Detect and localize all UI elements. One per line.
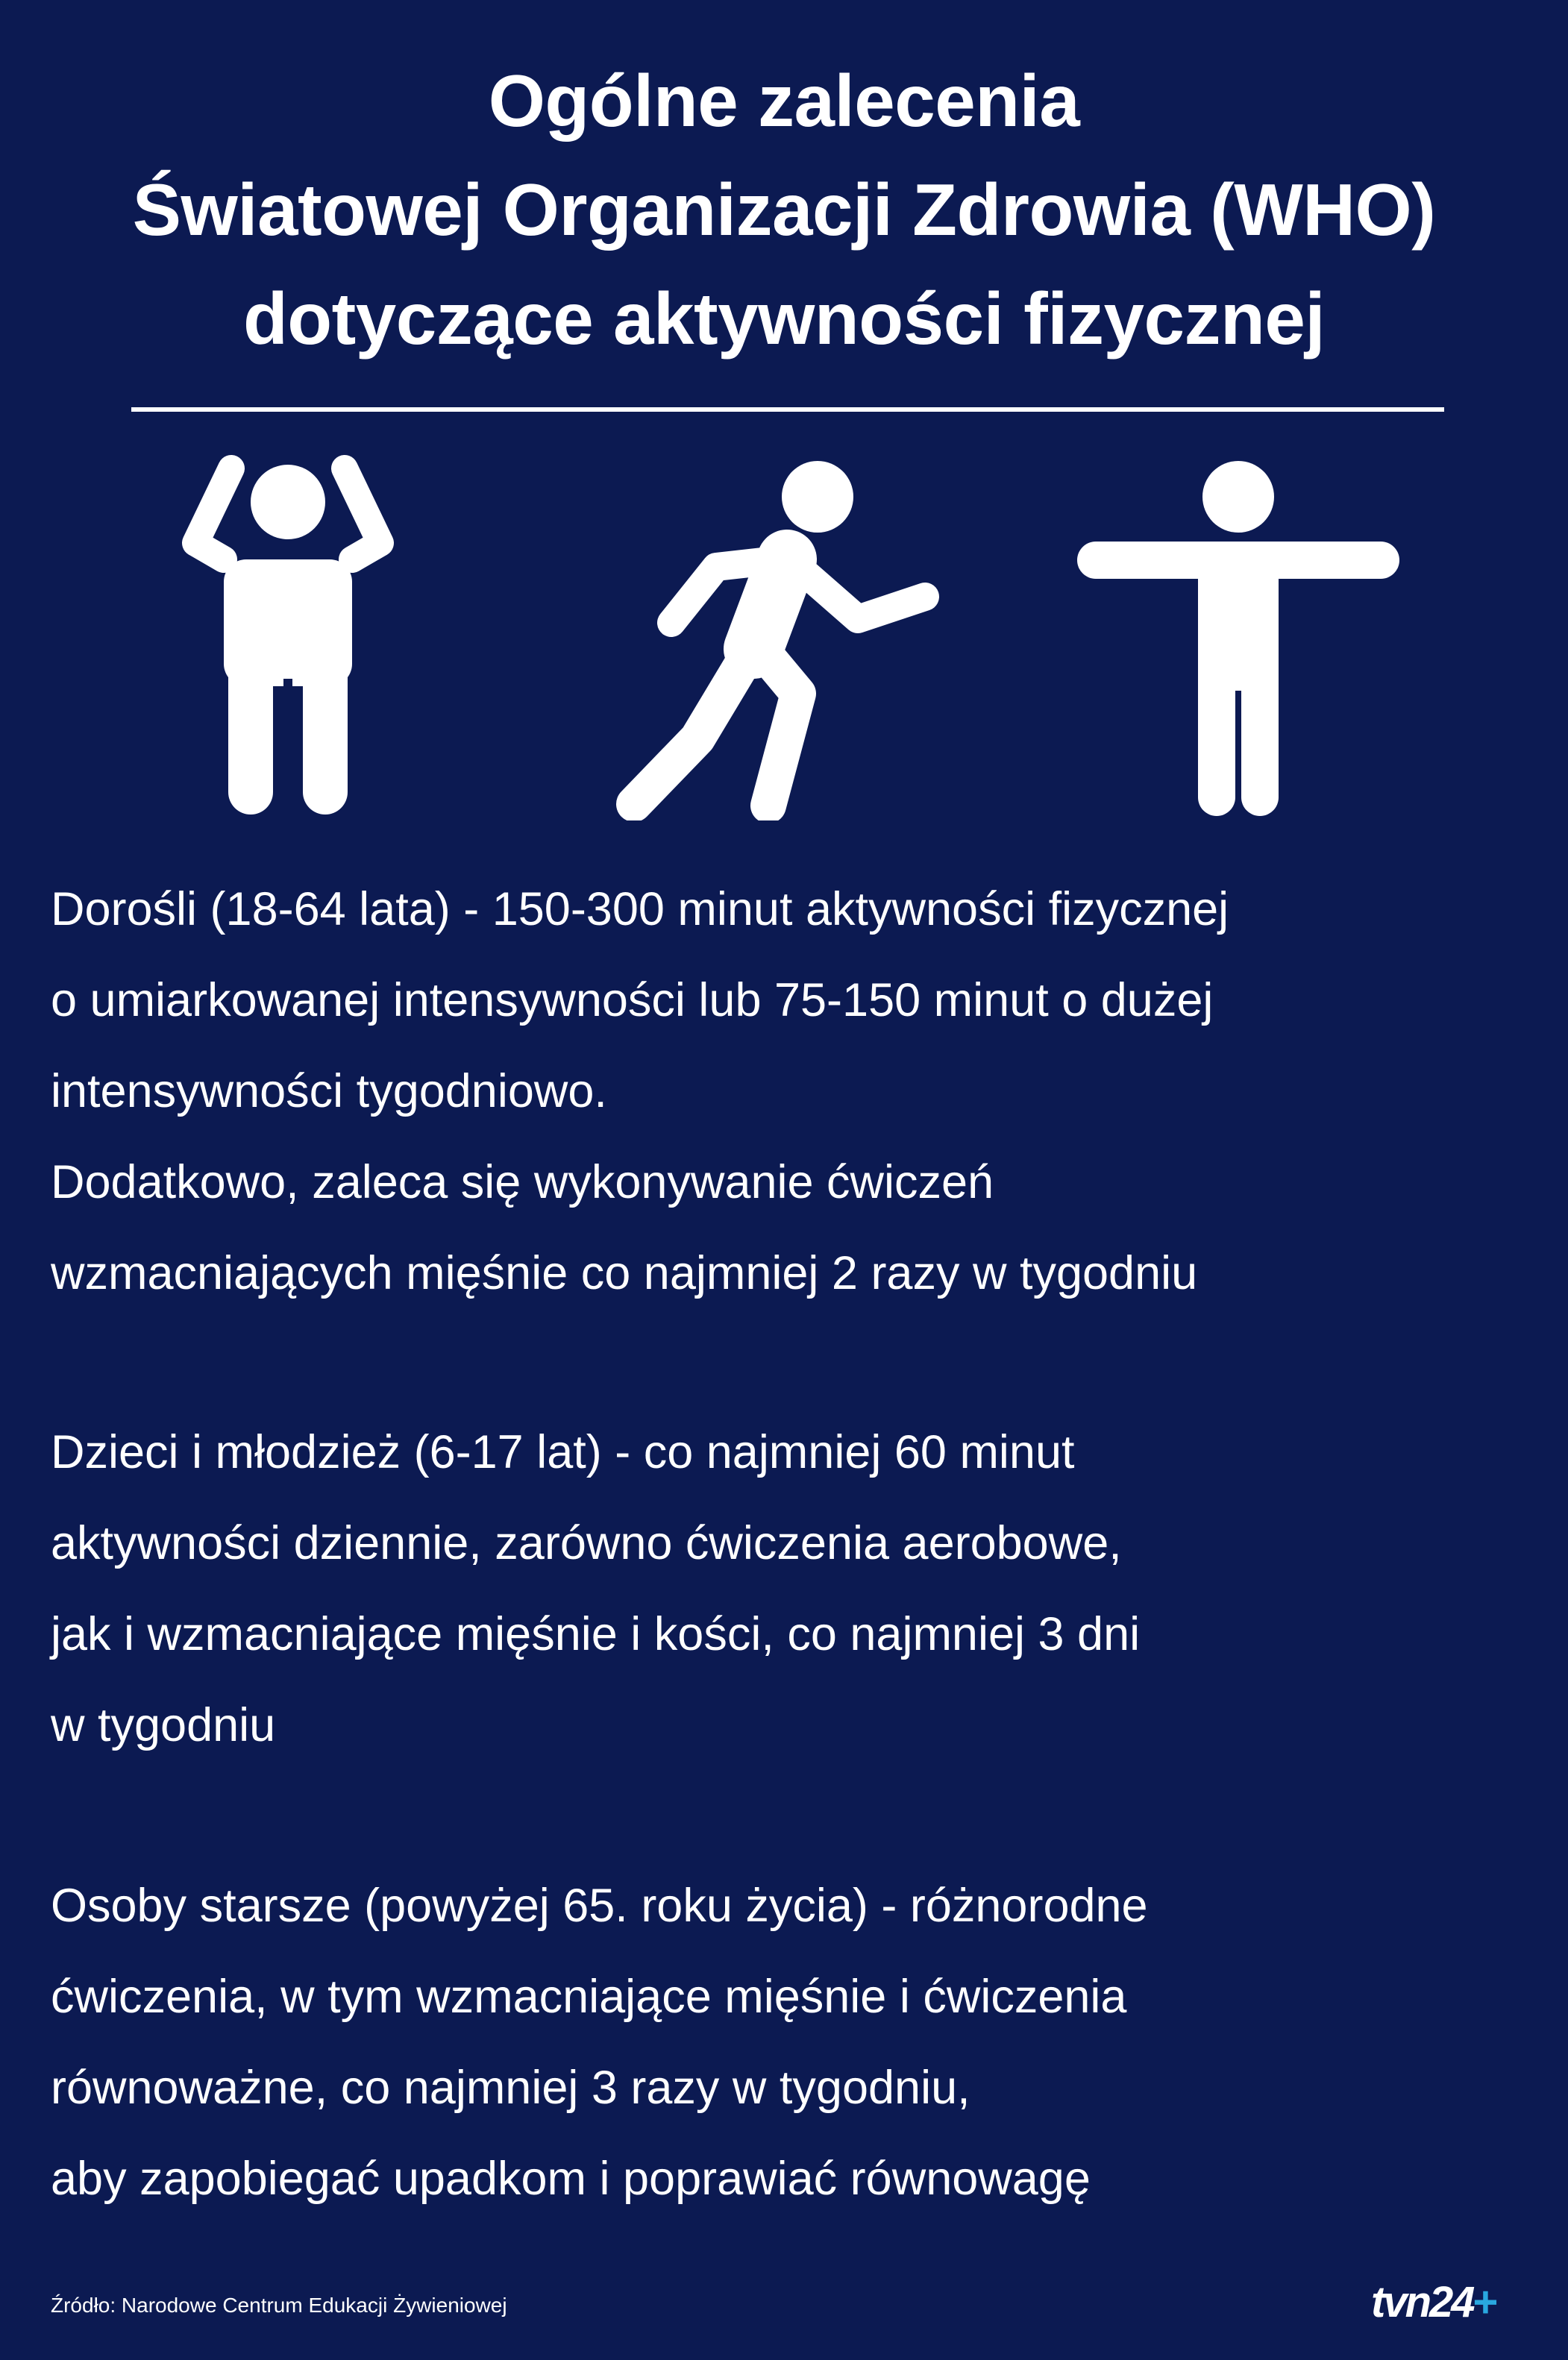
logo-plus: + xyxy=(1473,2278,1496,2326)
adults-line-2: o umiarkowanej intensywności lub 75-150 minut o dużej xyxy=(51,974,1214,1026)
seniors-line-3: równoważne, co najmniej 3 razy w tygodniu, xyxy=(51,2062,970,2114)
title-line-3: dotyczące aktywności fizycznej xyxy=(242,277,1326,360)
adults-recommendation xyxy=(51,864,1535,1319)
person-running-icon xyxy=(612,455,955,820)
person-arms-out-icon xyxy=(1067,455,1410,820)
seniors-recommendation xyxy=(51,1860,1535,2224)
source-note: Źródło: Narodowe Centrum Edukacji Żywieniowej xyxy=(51,2294,507,2317)
logo-text: tvn24 xyxy=(1371,2278,1473,2326)
tvn24-logo xyxy=(1371,2276,1496,2329)
seniors-line-2: ćwiczenia, w tym wzmacniające mięśnie i ćwiczenia xyxy=(51,1971,1127,2023)
title-divider xyxy=(131,407,1444,412)
kids-line-2: aktywności dziennie, zarówno ćwiczenia aerobowe, xyxy=(51,1517,1122,1569)
seniors-line-1: Osoby starsze (powyżej 65. roku życia) - różnorodne xyxy=(51,1880,1148,1932)
seniors-line-4: aby zapobiegać upadkom i poprawiać równowagę xyxy=(51,2153,1091,2205)
adults-line-3: intensywności tygodniowo. xyxy=(51,1065,607,1117)
kids-line-4: w tygodniu xyxy=(51,1699,276,1751)
title-line-1: Ogólne zalecenia xyxy=(488,60,1080,142)
adults-line-5: wzmacniających mięśnie co najmniej 2 razy w tygodniu xyxy=(51,1247,1198,1299)
person-stretching-icon xyxy=(179,455,403,820)
kids-line-3: jak i wzmacniające mięśnie i kości, co najmniej 3 dni xyxy=(51,1608,1141,1660)
adults-line-4: Dodatkowo, zaleca się wykonywanie ćwiczeń xyxy=(51,1156,994,1208)
title-line-2: Światowej Organizacji Zdrowia (WHO) xyxy=(132,169,1436,251)
adults-line-1: Dorośli (18-64 lata) - 150-300 minut aktywności fizycznej xyxy=(51,883,1229,935)
kids-line-1: Dzieci i młodzież (6-17 lat) - co najmniej 60 minut xyxy=(51,1426,1075,1478)
page-title xyxy=(0,46,1568,373)
kids-recommendation xyxy=(51,1407,1535,1771)
